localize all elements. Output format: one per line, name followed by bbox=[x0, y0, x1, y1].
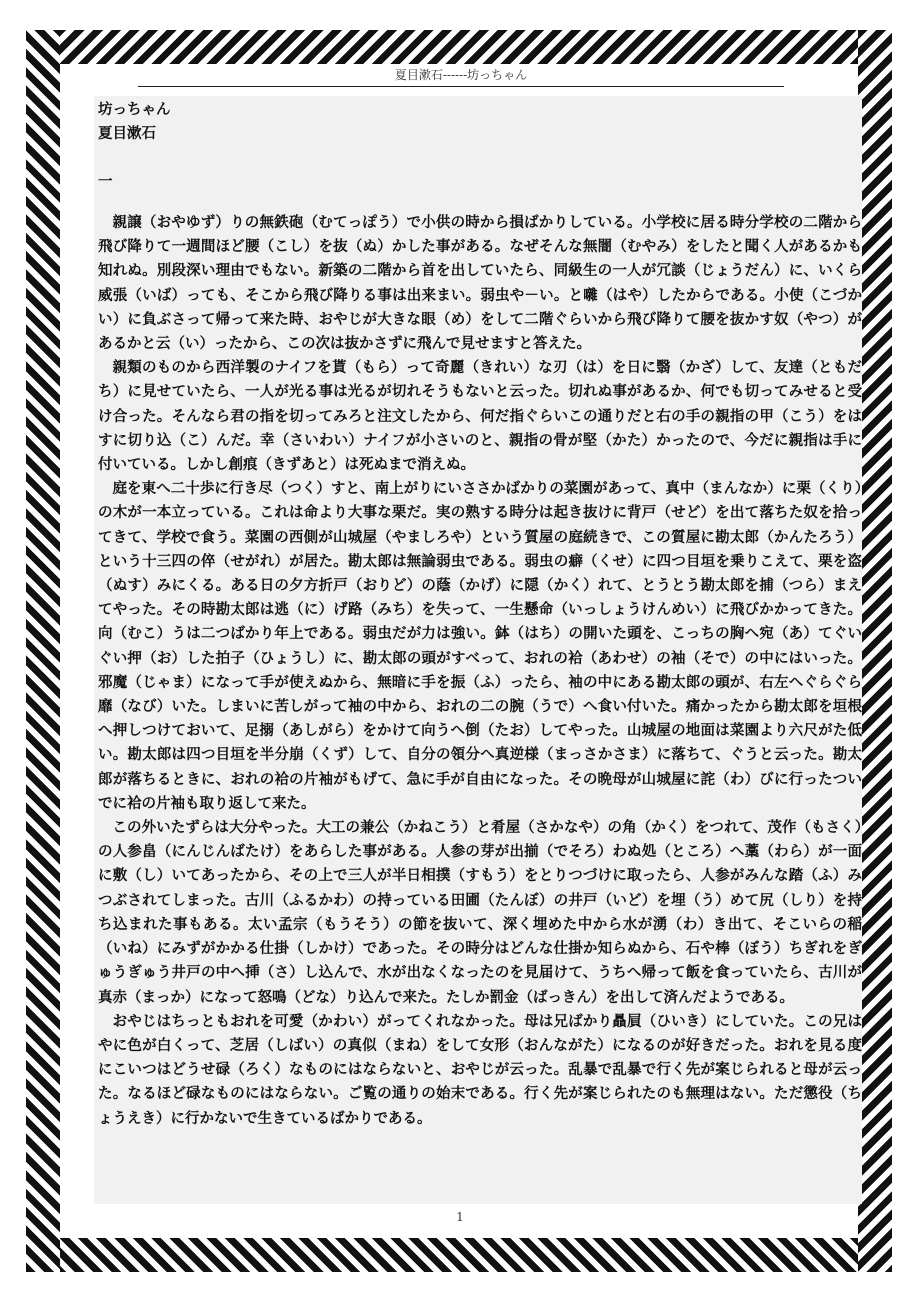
paragraph: この外いたずらは大分やった。大工の兼公（かねこう）と肴屋（さかなや）の角（かく）をつれて、茂作（もさく）の人参畠（にんじんばたけ）をあらした事がある。人参の芽が出揃（でそろ）わぬ処（ところ）へ藁（わら）が一面に敷（し）いてあったから、その上で三人が半日相撲（すもう）をとりつづけに取ったら、人参がみんな踏（ふ）みつぶされてしまった。古川（ふるかわ）の持っている田圃（たんぼ）の井戸（いど）を埋（う）めて尻（しり）を持ち込まれた事もある。太い孟宗（もうそう）の節を抜いて、深く埋めた中から水が湧（わ）き出て、そこいらの稲（いね）にみずがかかる仕掛（しかけ）であった。その時分はどんな仕掛か知らぬから、石や棒（ぼう）ちぎれをぎゅうぎゅう井戸の中へ挿（さ）し込んで、水が出なくなったのを見届けて、うちへ帰って飯を食っていたら、古川が真赤（まっか）になって怒鳴（どな）り込んで来た。たしか罰金（ばっきん）を出して済んだようである。 bbox=[98, 820, 862, 1006]
book-title: 坊っちゃん bbox=[98, 102, 171, 118]
paragraph: 親類のものから西洋製のナイフを貰（もら）って奇麗（きれい）な刃（は）を日に翳（かざ）して、友達（ともだち）に見せていたら、一人が光る事は光るが切れそうもないと云った。切れぬ事があるか、何でも切ってみせると受け合った。そんなら君の指を切ってみろと注文したから、何だ指ぐらいこの通りだと右の手の親指の甲（こう）をはすに切り込（こ）んだ。幸（さいわい）ナイフが小さいのと、親指の骨が堅（かた）かったので、今だに親指は手に付いている。しかし創痕（きずあと）は死ぬまで消えぬ。 bbox=[98, 360, 862, 474]
author-name: 夏目漱石 bbox=[98, 126, 156, 142]
paragraph: 親譲（おやゆず）りの無鉄砲（むてっぽう）で小供の時から損ばかりしている。小学校に居る時分学校の二階から飛び降りて一週間ほど腰（こし）を抜（ぬ）かした事がある。なぜそんな無闇（むやみ）をしたと聞く人があるかも知れぬ。別段深い理由でもない。新築の二階から首を出していたら、同級生の一人が冗談（じょうだん）に、いくら威張（いば）っても、そこから飛び降りる事は出来まい。弱虫や－い。と囃（はや）したからである。小使（こづかい）に負ぶさって帰って来た時、おやじが大きな眼（め）をして二階ぐらいから飛び降りて腰を抜かす奴（やつ）があるかと云（い）ったから、この次は抜かさずに飛んで見せますと答えた。 bbox=[98, 215, 862, 353]
paragraph: おやじはちっともおれを可愛（かわい）がってくれなかった。母は兄ばかり贔屓（ひいき）にしていた。この兄はやに色が白くって、芝居（しばい）の真似（まね）をして女形（おんながた）になるのが好きだった。おれを見る度にこいつはどうせ碌（ろく）なものにはならないと、おやじが云った。乱暴で乱暴で行く先が案じられると母が云った。なるほど碌なものにはならない。ご覧の通りの始末である。行く先が案じられたのも無理はない。ただ懲役（ちょうえき）に行かないで生きているばかりである。 bbox=[98, 1013, 862, 1127]
page-number: 1 bbox=[456, 1210, 464, 1224]
chapter-heading: 一 bbox=[98, 174, 113, 190]
decorative-border-right bbox=[858, 30, 892, 1272]
body-text bbox=[98, 211, 862, 1131]
decorative-border-bottom bbox=[38, 1238, 882, 1272]
decorative-border-left bbox=[26, 30, 60, 1272]
running-header: 夏目漱石------坊っちゃん bbox=[138, 66, 784, 87]
decorative-border-top bbox=[38, 30, 882, 64]
paragraph: 庭を東へ二十歩に行き尽（つく）すと、南上がりにいささかばかりの菜園があって、真中（まんなか）に栗（くり）の木が一本立っている。これは命より大事な栗だ。実の熟する時分は起き抜けに背戸（せど）を出て落ちた奴を拾ってきて、学校で食う。菜園の西側が山城屋（やましろや）という質屋の庭続きで、この質屋に勘太郎（かんたろう）という十三四の倅（せがれ）が居た。勘太郎は無論弱虫である。弱虫の癖（くせ）に四つ目垣を乗りこえて、栗を盗（ぬす）みにくる。ある日の夕方折戸（おりど）の蔭（かげ）に隠（かく）れて、とうとう勘太郎を捕（つら）まえてやった。その時勘太郎は逃（に）げ路（みち）を失って、一生懸命（いっしょうけんめい）に飛びかかってきた。向（むこ）うは二つばかり年上である。弱虫だが力は強い。鉢（はち）の開いた頭を、こっちの胸へ宛（あ）てぐいぐい押（お）した拍子（ひょうし）に、勘太郎の頭がすべって、おれの袷（あわせ）の袖（そで）の中にはいった。邪魔（じゃま）になって手が使えぬから、無暗に手を振（ふ）ったら、袖の中にある勘太郎の頭が、右左へぐらぐら靡（なび）いた。しまいに苦しがって袖の中から、おれの二の腕（うで）へ食い付いた。痛かったから勘太郎を垣根へ押しつけておいて、足搦（あしがら）をかけて向うへ倒（たお）してやった。山城屋の地面は菜園より六尺がた低い。勘太郎は四つ目垣を半分崩（くず）して、自分の領分へ真逆様（まっさかさま）に落ちて、ぐうと云った。勘太郎が落ちるときに、おれの袷の片袖がもげて、急に手が自由になった。その晩母が山城屋に詫（わ）びに行ったついでに袷の片袖も取り返して来た。 bbox=[98, 481, 862, 812]
